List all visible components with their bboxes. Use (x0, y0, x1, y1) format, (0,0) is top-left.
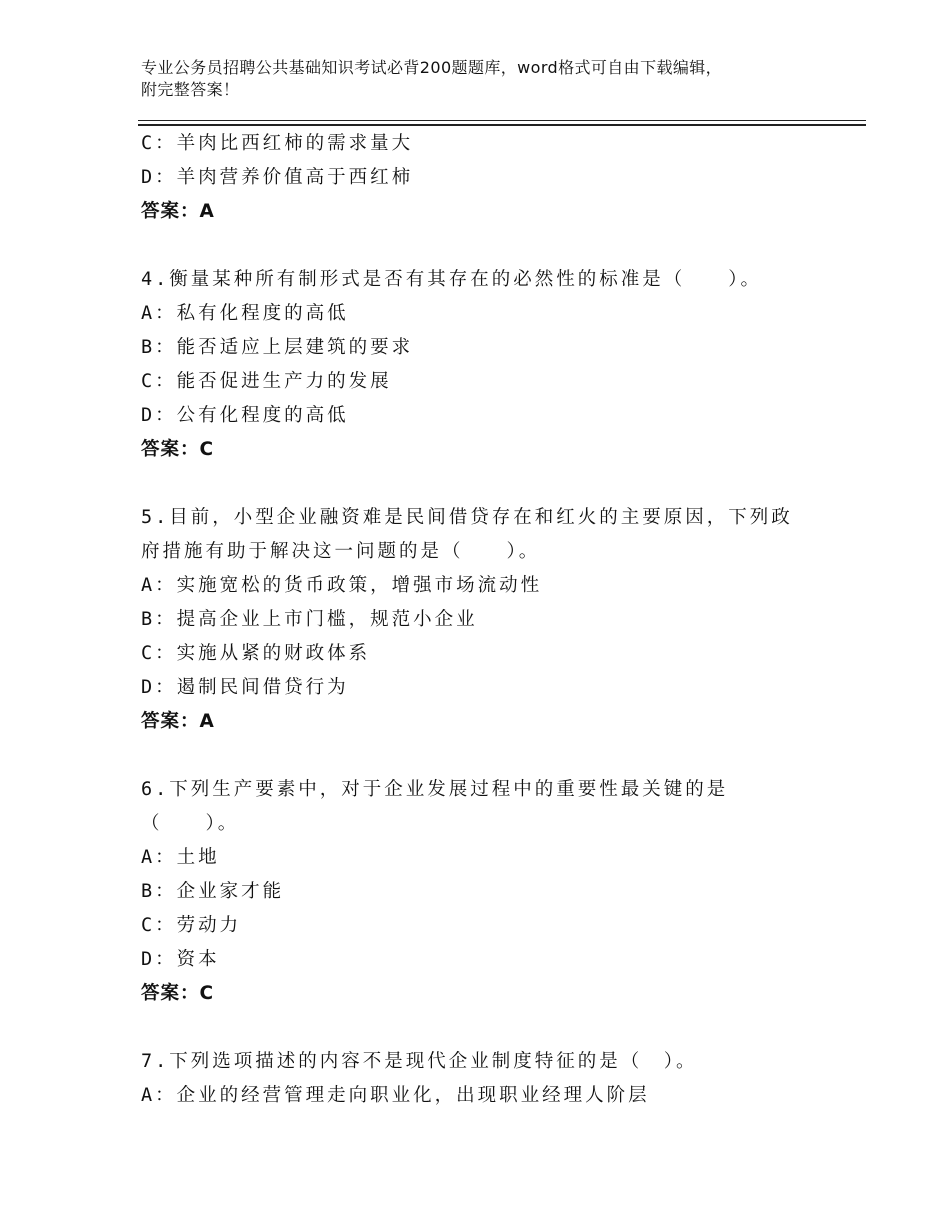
question-stem-continued: （ ）。 (141, 813, 240, 834)
question-list (141, 127, 821, 1113)
spacer (141, 467, 821, 501)
document-header (141, 57, 821, 101)
question-stem: 7.下列选项描述的内容不是现代企业制度特征的是（ ）。 (141, 1051, 698, 1072)
question-stem-continued: 府措施有助于解决这一问题的是（ ）。 (141, 541, 541, 562)
question-stem: 5.目前，小型企业融资难是民间借贷存在和红火的主要原因，下列政 (141, 507, 793, 528)
option-b: B：企业家才能 (141, 881, 285, 902)
answer: 答案：A (141, 711, 215, 732)
option-c: C：羊肉比西红柿的需求量大 (141, 133, 414, 154)
answer: 答案：C (141, 439, 215, 460)
question-4 (141, 263, 821, 467)
answer: 答案：C (141, 983, 215, 1004)
spacer (141, 1011, 821, 1045)
question-stem: 6.下列生产要素中，对于企业发展过程中的重要性最关键的是 (141, 779, 729, 800)
option-d: D：羊肉营养价值高于西红柿 (141, 167, 414, 188)
header-line-1: 专业公务员招聘公共基础知识考试必背200题题库，word格式可自由下载编辑， (141, 58, 723, 77)
answer: 答案：A (141, 201, 215, 222)
header-line-2: 附完整答案！ (141, 80, 240, 99)
question-7 (141, 1045, 821, 1113)
option-a: A：土地 (141, 847, 220, 868)
question-stem: 4.衡量某种所有制形式是否有其存在的必然性的标准是（ ）。 (141, 269, 763, 290)
option-a: A：企业的经营管理走向职业化，出现职业经理人阶层 (141, 1085, 650, 1106)
option-a: A：私有化程度的高低 (141, 303, 349, 324)
header-divider-thin (138, 120, 866, 121)
spacer (141, 229, 821, 263)
spacer (141, 739, 821, 773)
question-3 (141, 127, 821, 229)
option-a: A：实施宽松的货币政策，增强市场流动性 (141, 575, 543, 596)
option-c: C：能否促进生产力的发展 (141, 371, 392, 392)
question-6 (141, 773, 821, 1011)
option-d: D：遏制民间借贷行为 (141, 677, 349, 698)
option-b: B：提高企业上市门槛，规范小企业 (141, 609, 478, 630)
question-5 (141, 501, 821, 739)
option-c: C：实施从紧的财政体系 (141, 643, 371, 664)
header-divider-thick (138, 124, 866, 126)
option-b: B：能否适应上层建筑的要求 (141, 337, 414, 358)
option-d: D：公有化程度的高低 (141, 405, 349, 426)
option-c: C：劳动力 (141, 915, 242, 936)
option-d: D：资本 (141, 949, 220, 970)
